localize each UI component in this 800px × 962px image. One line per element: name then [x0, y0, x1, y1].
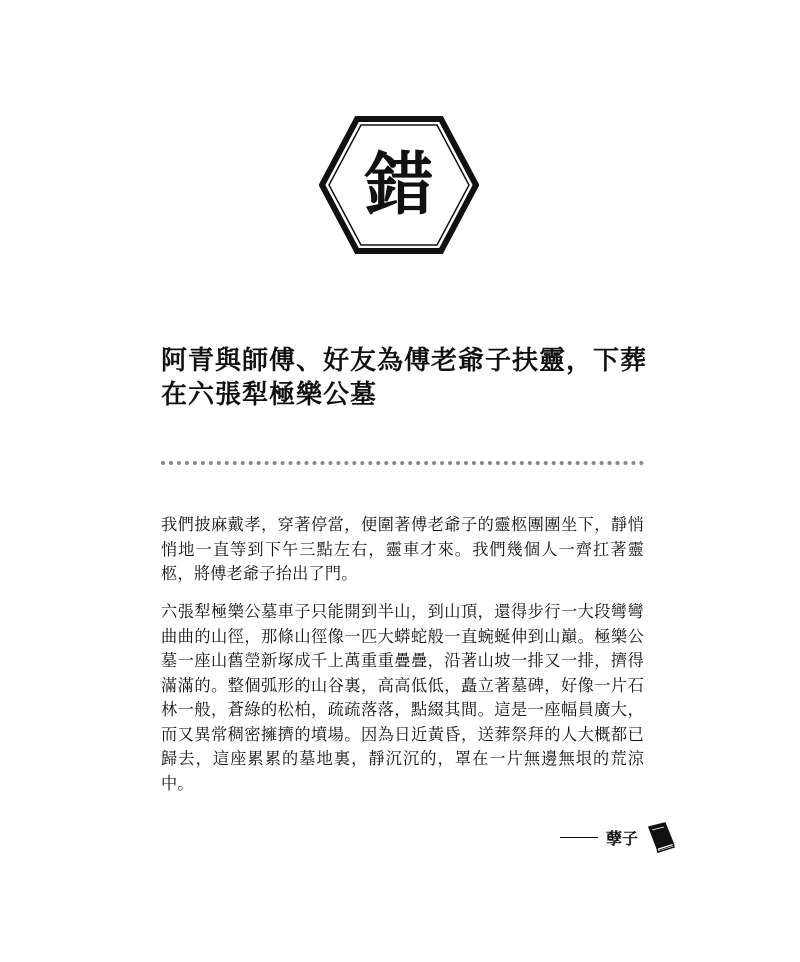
body-paragraph-2: 六張犁極樂公墓車子只能開到半山，到山頂，還得步行一大段彎彎曲曲的山徑，那條山徑像一匹大蟒蛇般一直蜿蜒伸到山巔。極樂公墓一座山舊塋新塚成千上萬重重疊疊，沿著山坡一排又一排，擠得滿滿的。整個弧形的山谷裏，高高低低，矗立著墓碑，好像一片石林一般，蒼綠的松柏，疏疏落落，點綴其間。這是一座幅員廣大，而又異常稠密擁擠的墳場。因為日近黃昏，送葬祭拜的人大概都已歸去，這座累累的墓地裏，靜沉沉的，罩在一片無邊無垠的荒涼中。 [161, 602, 644, 793]
book-icon [646, 821, 676, 853]
hexagon-badge [319, 115, 479, 255]
attribution-dash [560, 837, 598, 838]
attribution-source: 孽子 [606, 828, 639, 848]
page-title: 阿青與師傅、好友為傅老爺子扶靈，下葬在六張犁極樂公墓 [161, 346, 648, 410]
attribution [560, 820, 690, 854]
body-paragraph-1: 我們披麻戴孝，穿著停當，便圍著傅老爺子的靈柩團團坐下，靜悄悄地一直等到下午三點左右，靈車才來。我們幾個人一齊扛著靈柩，將傅老爺子抬出了門。 [161, 515, 644, 583]
dotted-divider [161, 461, 644, 465]
badge-character: 錯 [364, 145, 433, 225]
